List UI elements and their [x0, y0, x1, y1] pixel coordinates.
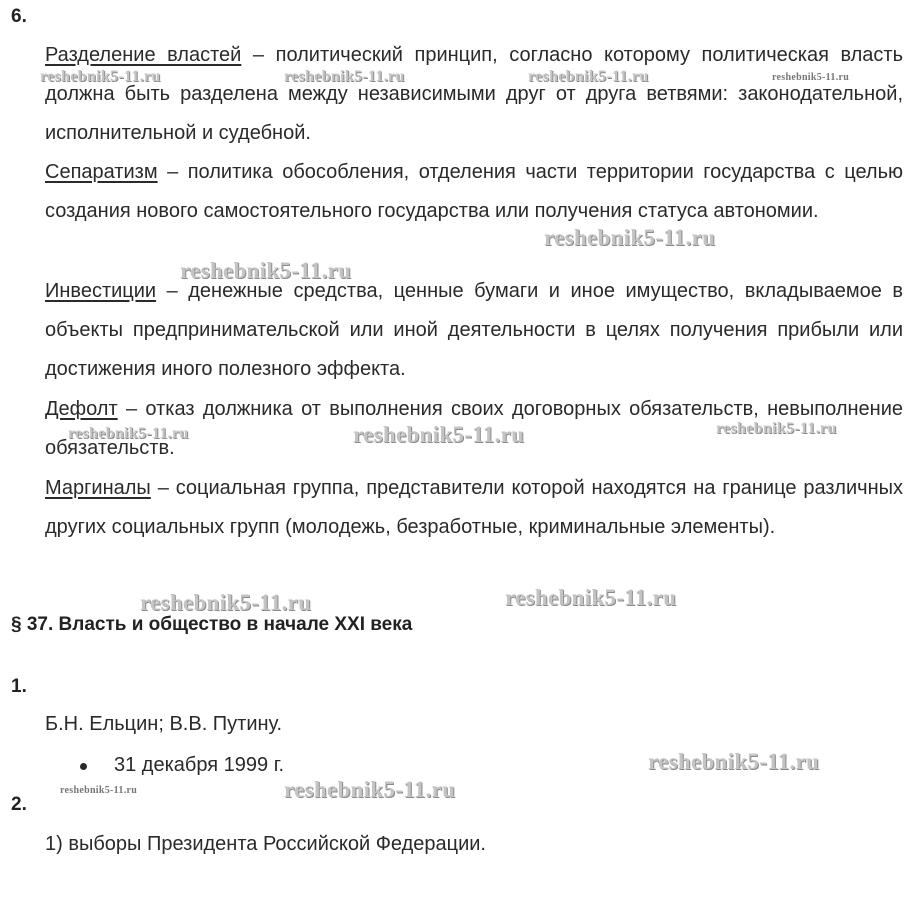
definition-text: – политика обособления, отделения части территории государства с целью создания нового самостоятельного государства или получения статуса автономии.: [45, 161, 903, 222]
term: Сепаратизм: [45, 161, 158, 183]
definition-investments: [45, 272, 903, 389]
definition-text: – отказ должника от выполнения своих договорных обязательств, невыполнение обязательств.: [45, 398, 903, 459]
definition-separation-of-powers: [45, 36, 903, 153]
watermark: reshebnik5-11.ru: [772, 72, 850, 83]
definition-text: – денежные средства, ценные бумаги и иное имущество, вкладываемое в объекты предпринимательской или иной деятельности в целях получения прибыли или достижения иного полезного эффекта.: [45, 280, 903, 380]
watermark: reshebnik5-11.ru: [284, 777, 456, 802]
watermark: reshebnik5-11.ru: [140, 590, 312, 615]
watermark: reshebnik5-11.ru: [648, 749, 820, 774]
term: Дефолт: [45, 398, 118, 420]
answer-2: 1) выборы Президента Российской Федерации.: [45, 833, 486, 855]
term: Разделение властей: [45, 44, 242, 66]
watermark: reshebnik5-11.ru: [716, 420, 837, 437]
watermark: reshebnik5-11.ru: [284, 68, 405, 85]
watermark: reshebnik5-11.ru: [353, 422, 525, 447]
answer-1-bullet: 31 декабря 1999 г.: [114, 754, 285, 776]
watermark: reshebnik5-11.ru: [528, 68, 649, 85]
term: Инвестиции: [45, 280, 157, 302]
watermark: reshebnik5-11.ru: [68, 425, 189, 442]
definition-text: – политический принцип, согласно которому политическая власть должна быть разделена между независимыми друг от друга ветвями: законодательной, исполнительной и судебной.: [45, 44, 904, 144]
watermark: reshebnik5-11.ru: [40, 68, 161, 85]
answer-1: Б.Н. Ельцин; В.В. Путину.: [45, 713, 283, 735]
task-number-1: 1.: [11, 676, 27, 697]
task-number-2: 2.: [11, 794, 27, 815]
task-number-6: 6.: [11, 6, 27, 27]
term: Маргиналы: [45, 477, 151, 499]
section-heading: § 37. Власть и общество в начале XXI века: [11, 614, 413, 635]
watermark: reshebnik5-11.ru: [180, 258, 352, 283]
definition-separatism: [45, 153, 903, 231]
definition-text: – социальная группа, представители которой находятся на границе различных других социальных групп (молодежь, безработные, криминальные элементы).: [45, 477, 903, 538]
definition-marginals: [45, 469, 903, 547]
bullet-icon: [80, 763, 87, 770]
watermark: reshebnik5-11.ru: [505, 585, 677, 610]
watermark: reshebnik5-11.ru: [60, 785, 138, 796]
watermark: reshebnik5-11.ru: [544, 225, 716, 250]
